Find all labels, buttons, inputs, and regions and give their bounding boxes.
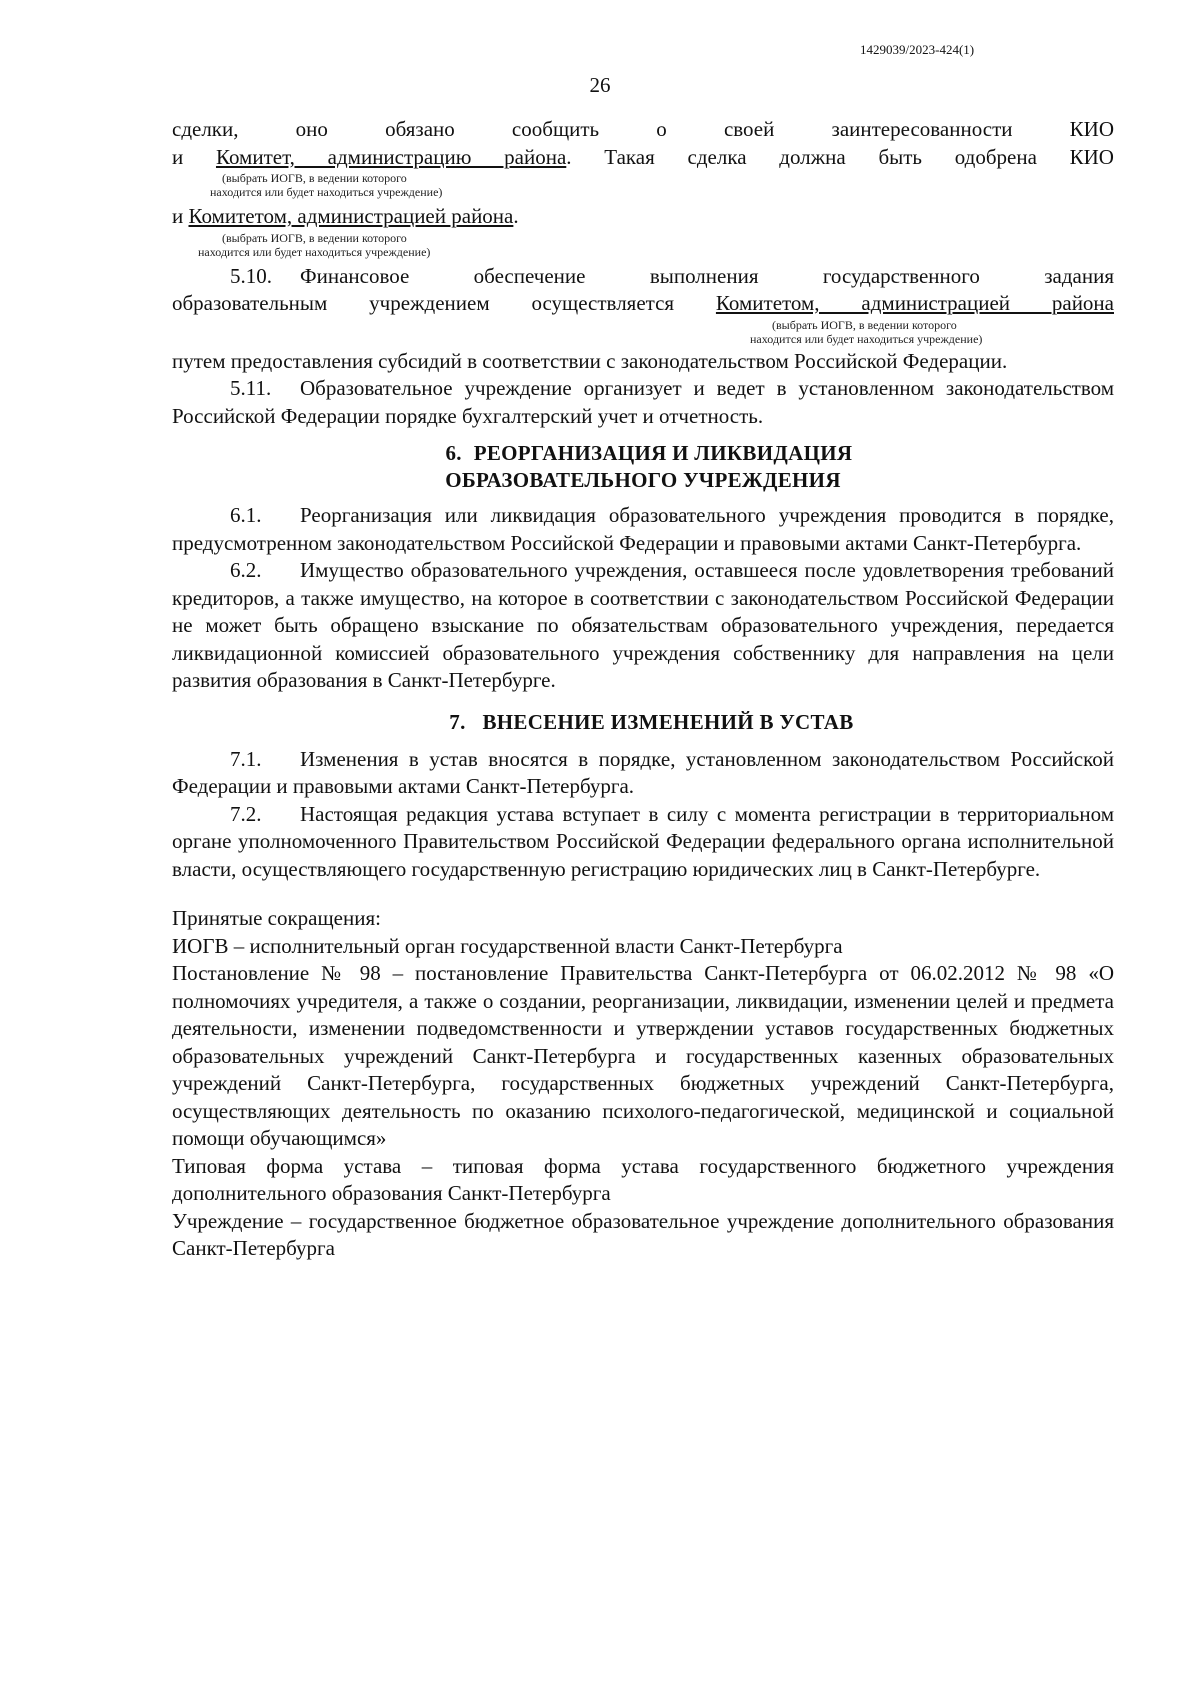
paragraph-6-1: 6.1. Реорганизация или ликвидация образовательного учреждения проводится в порядке, предусмотренном законодательством Российской Федерации и правовыми актами Санкт-Петербурга. (172, 503, 1114, 555)
paragraph-5-10-line2: образовательным учреждением осуществляется Комитетом, администрацией района (172, 291, 1114, 315)
abbreviation-item: Учреждение – государственное бюджетное образовательное учреждение дополнительного образования Санкт-Петербурга (172, 1208, 1114, 1260)
abbreviations-title: Принятые сокращения: (172, 906, 381, 930)
abbreviation-item: Типовая форма устава – типовая форма устава государственного бюджетного учреждения дополнительного образования Санкт-Петербурга (172, 1153, 1114, 1205)
paragraph-5-10-line1: 5.10. Финансовое обеспечение выполнения государственного задания (230, 263, 1114, 288)
paragraph-5-11: 5.11. Образовательное учреждение организует и ведет в установленном законодательством Российской Федерации порядке бухгалтерский учет и отчетность. (172, 376, 1114, 428)
section5-line2: и Комитет, администрацию района. Такая сделка должна быть одобрена КИО (172, 144, 1114, 169)
section6-heading: 6. РЕОРГАНИЗАЦИЯ И ЛИКВИДАЦИЯ ОБРАЗОВАТЕЛЬНОГО УЧРЕЖДЕНИЯ (445, 441, 853, 492)
organ-choice-note-2: (выбрать ИОГВ, в ведении которого находится или будет находиться учреждение) (198, 230, 431, 259)
paragraph-5-10-rest: путем предоставления субсидий в соответствии с законодательством Российской Федерации. (172, 348, 1008, 373)
abbreviation-item: ИОГВ – исполнительный орган государственной власти Санкт-Петербурга (172, 933, 843, 958)
section5-line3: и Комитетом, администрацией района. (172, 204, 519, 228)
organ-choice-note-1: (выбрать ИОГВ, в ведении которого находится или будет находиться учреждение) (210, 171, 443, 199)
organ-choice-link: Комитетом, администрацией района (188, 204, 514, 228)
paragraph-7-2: 7.2. Настоящая редакция устава вступает в силу с момента регистрации в территориальном органе уполномоченного Правительством Российской Федерации федерального органа исполнительной власти, осуществляющего государственную регистрацию юридических лиц в Санкт-Петербурге. (172, 801, 1114, 881)
paragraph-7-1: 7.1. Изменения в устав вносятся в порядке, установленном законодательством Российской Федерации и правовыми актами Санкт-Петербурга. (172, 746, 1114, 798)
page-number: 26 (589, 73, 611, 97)
section7-heading: 7. ВНЕСЕНИЕ ИЗМЕНЕНИЙ В УСТАВ (449, 709, 854, 734)
section5-line1: сделки, оно обязано сообщить о своей заинтересованности КИО (172, 117, 1114, 141)
document-number: 1429039/2023-424(1) (860, 42, 975, 57)
organ-choice-note-3: (выбрать ИОГВ, в ведении которого находится или будет находиться учреждение) (750, 317, 983, 346)
paragraph-6-2: 6.2. Имущество образовательного учреждения, оставшееся после удовлетворения требований кредиторов, а также имущество, на которое в соответствии с законодательством Российской Федерации не может быть обращено взыскание по обязательствам образовательного учреждения, передается ликвидационной комиссией образовательного учреждения собственнику для направления на цели развития образования в Санкт-Петербурге. (172, 558, 1114, 692)
organ-choice-link: Комитет, администрацию района (215, 144, 567, 169)
abbreviation-item: Постановление № 98 – постановление Правительства Санкт-Петербурга от 06.02.2012 № 98 «О полномочиях учредителя, а также о создании, реорганизации, ликвидации, изменении целей и предмета деятельности, изменении подведомственности и утверждении уставов государственных бюджетных образовательных учреждений Санкт-Петербурга и государственных казенных образовательных учреждений Санкт-Петербурга, государственных бюджетных учреждений Санкт-Петербурга, осуществляющих деятельность по оказанию психолого-педагогической, медицинской и социальной помощи обучающимся» (172, 961, 1114, 1150)
page-content (172, 116, 1114, 1263)
organ-choice-link: Комитетом, администрацией района (715, 291, 1114, 315)
